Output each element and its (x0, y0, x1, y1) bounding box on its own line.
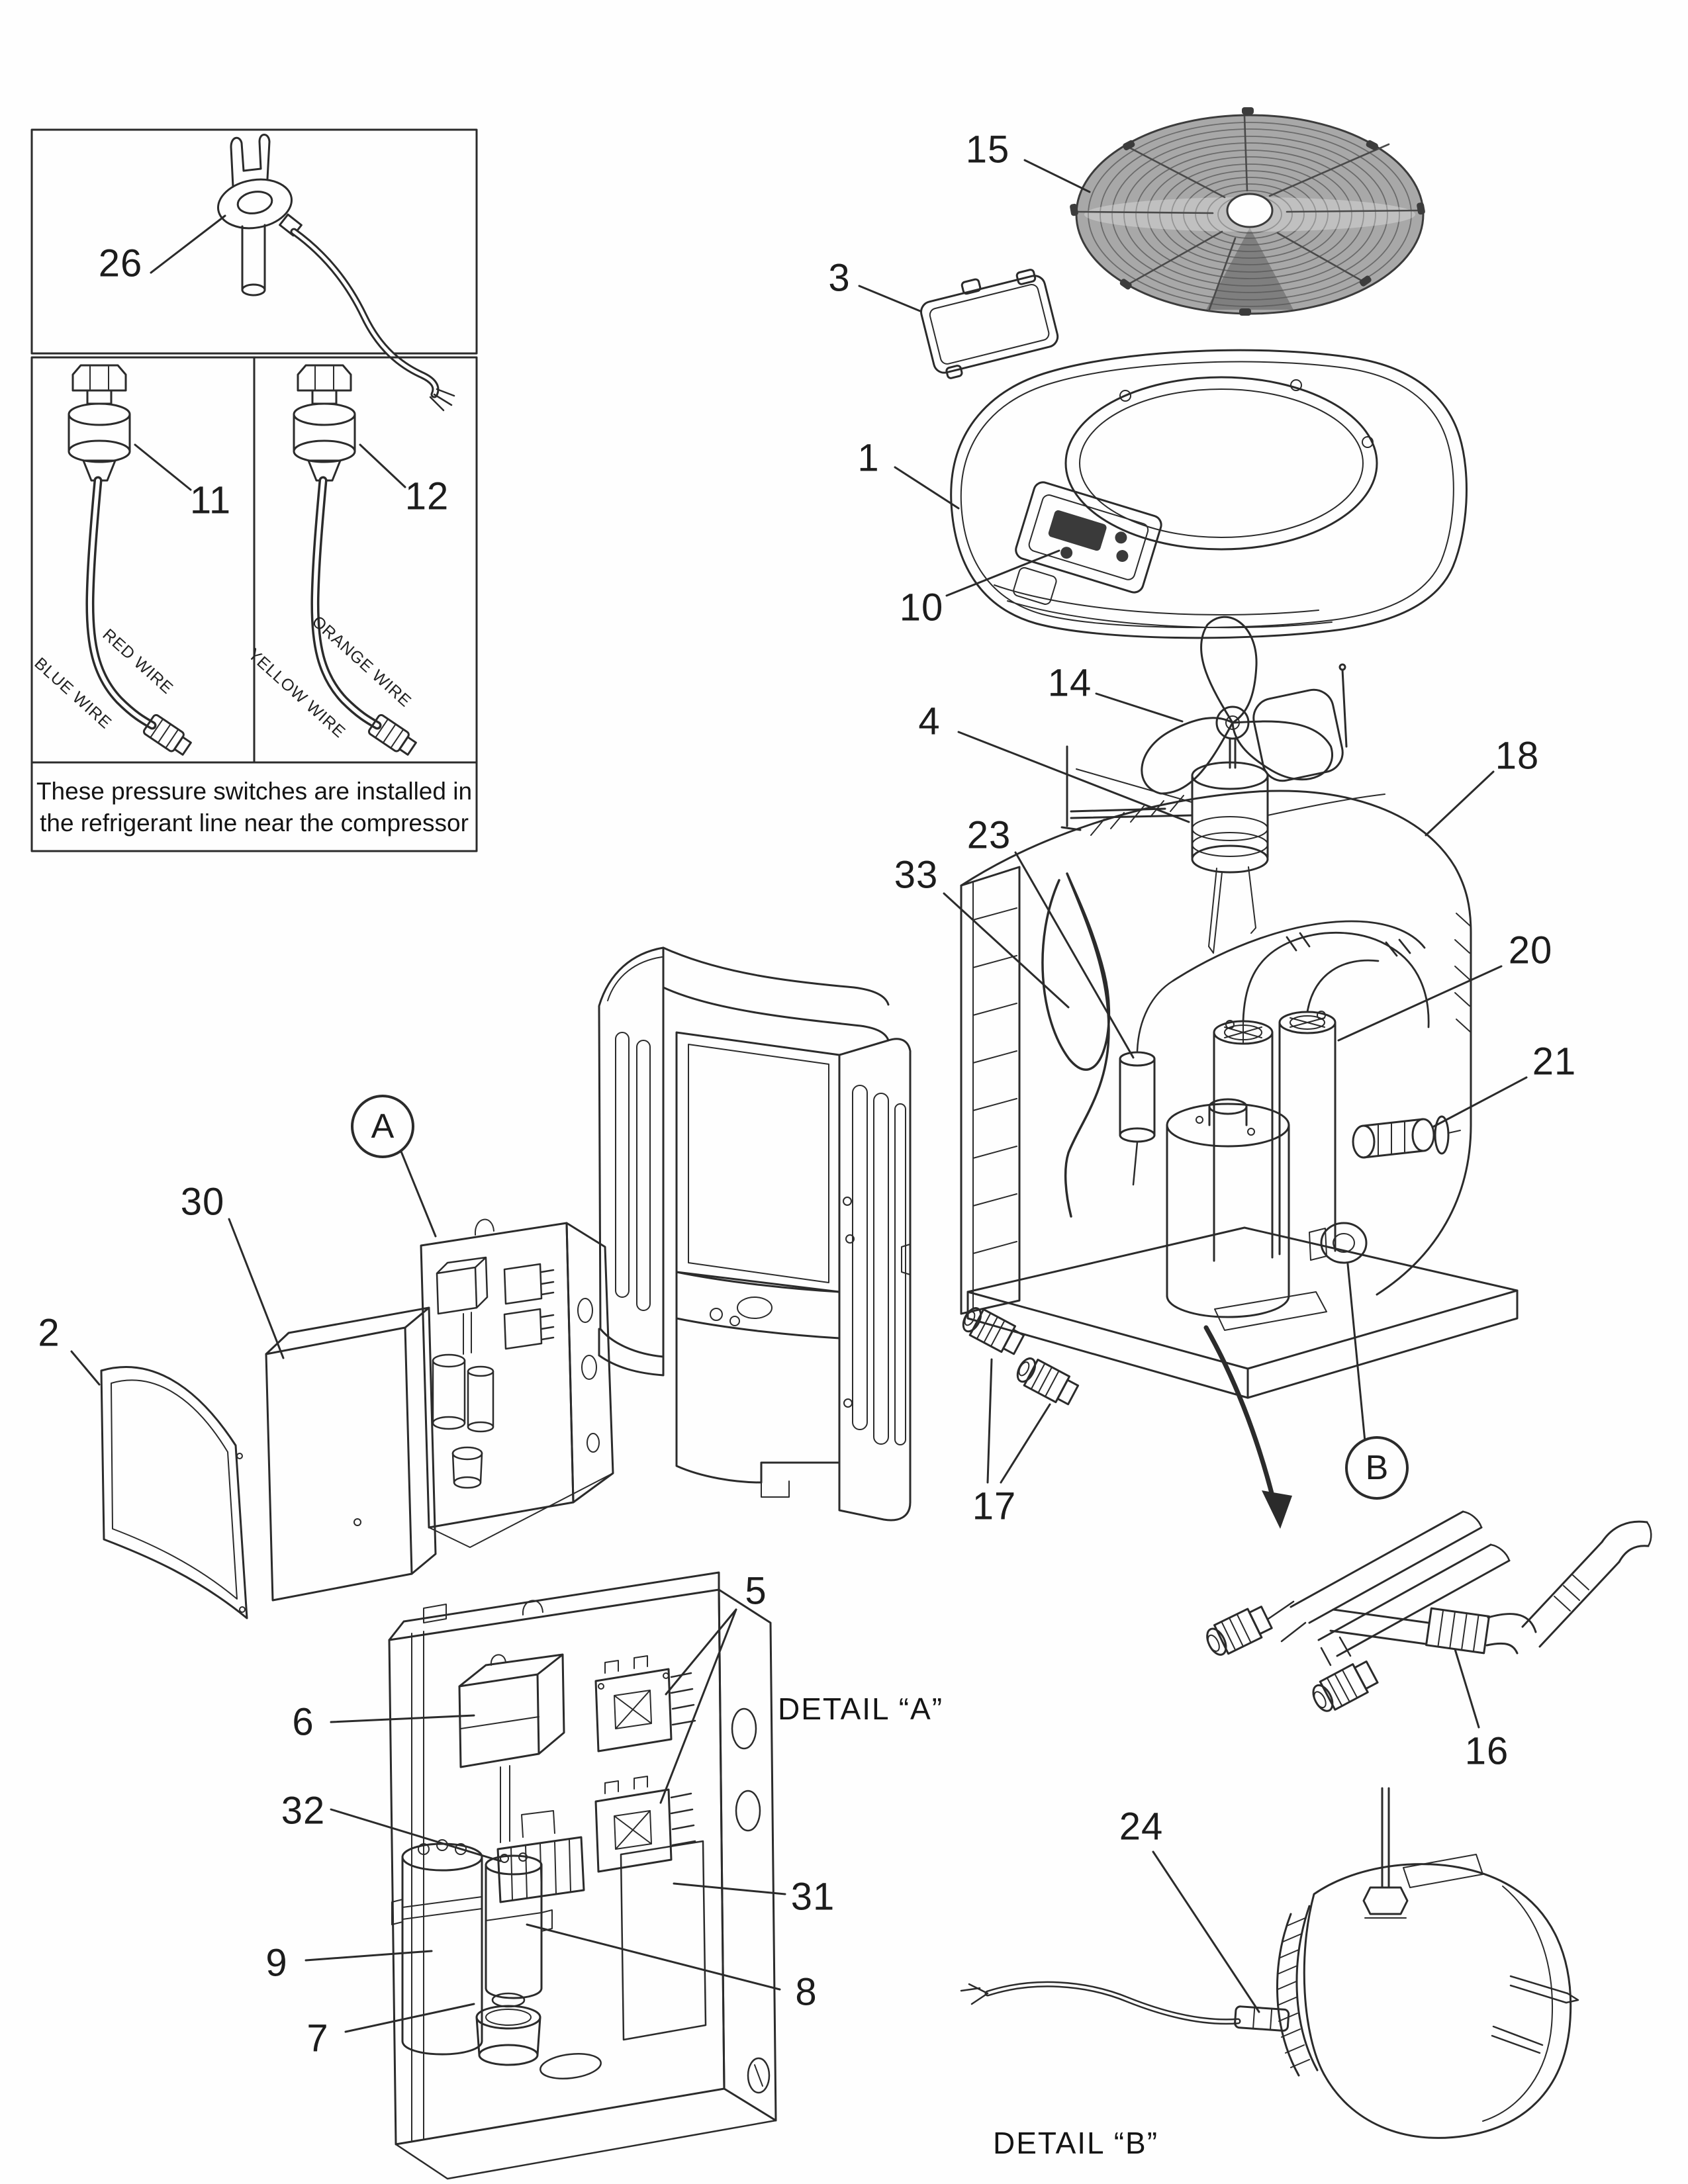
callout-21: 21 (1532, 1040, 1577, 1083)
leader-12 (360, 445, 405, 487)
leader-31 (674, 1884, 785, 1894)
leader-17a (988, 1359, 992, 1482)
leader-3 (859, 286, 920, 311)
leader-23 (1015, 852, 1133, 1058)
leader-18 (1426, 772, 1493, 835)
callout-23: 23 (966, 813, 1011, 857)
union-nut-b (1309, 1658, 1380, 1715)
valve-art (1353, 1116, 1460, 1158)
detail-b-marker: B (1345, 1436, 1409, 1500)
pressure-switch-note-line2: the refrigerant line near the compressor (40, 809, 469, 837)
leader-14 (1096, 694, 1182, 721)
coupling (1427, 1608, 1489, 1653)
callout-14: 14 (1047, 661, 1092, 705)
callout-32: 32 (281, 1789, 326, 1833)
blue-wire-label: BLUE WIRE (30, 654, 116, 733)
leader-16 (1455, 1649, 1479, 1727)
callout-24: 24 (1119, 1805, 1164, 1848)
callout-17: 17 (972, 1484, 1017, 1528)
pressure-switch-note-line1: These pressure switches are installed in (36, 778, 473, 805)
callout-6: 6 (292, 1700, 314, 1744)
leader-5b (661, 1610, 736, 1803)
leader-24 (1153, 1852, 1259, 2012)
top-cover-art (895, 350, 1466, 638)
callout-1: 1 (857, 436, 880, 480)
front-panel-art (599, 948, 910, 1520)
cut-hatching (1091, 796, 1471, 1032)
gasket-art (101, 1367, 247, 1618)
leader-17b (1001, 1404, 1050, 1482)
callout-16: 16 (1464, 1729, 1509, 1773)
leader-7 (346, 2004, 474, 2032)
detail-a-marker: A (351, 1095, 414, 1158)
fan-blade-art (1129, 617, 1346, 803)
leader-32 (331, 1809, 500, 1861)
base-pan-art (968, 1228, 1517, 1398)
union-fittings-art (959, 1304, 1080, 1408)
leader-1 (895, 467, 959, 508)
thermistor-wires-art (1043, 874, 1109, 1216)
callout-5: 5 (745, 1569, 767, 1613)
leader-11 (135, 445, 191, 490)
compressor-art (1167, 1099, 1289, 1317)
filter-dryer-art (1120, 981, 1173, 1185)
pump-art (1309, 1223, 1366, 1263)
callout-30: 30 (180, 1180, 225, 1224)
leader-5a (666, 1610, 736, 1694)
leader-15 (1025, 160, 1090, 192)
yellow-wire-label: YELLOW WIRE (244, 645, 350, 742)
fan-grille-art (1025, 107, 1425, 316)
detail-b-motor-art (961, 1788, 1578, 2138)
detail-a-title: DETAIL “A” (777, 1692, 944, 1726)
callout-20: 20 (1508, 929, 1553, 972)
leader-A (401, 1152, 436, 1236)
callout-3: 3 (828, 256, 851, 300)
callout-33: 33 (894, 853, 939, 897)
union-nut-a (1203, 1603, 1274, 1659)
callout-11: 11 (189, 478, 232, 522)
callout-26: 26 (98, 242, 143, 285)
callout-10: 10 (899, 586, 944, 629)
callout-7: 7 (306, 2017, 329, 2060)
leader-26 (151, 216, 225, 273)
water-piping-art (1203, 1512, 1652, 1716)
contactor-art (596, 1656, 695, 1872)
leader-30 (229, 1219, 283, 1358)
detail-b-title: DETAIL “B” (992, 2126, 1159, 2160)
callout-31: 31 (790, 1875, 835, 1919)
red-wire-label: RED WIRE (99, 625, 177, 698)
cover-panel-art (266, 1308, 436, 1600)
control-box-art (421, 1220, 613, 1547)
callout-9: 9 (265, 1941, 288, 1985)
callout-15: 15 (965, 128, 1010, 171)
leader-9 (306, 1951, 432, 1960)
callout-12: 12 (404, 475, 449, 518)
detail-arrow (1206, 1328, 1278, 1517)
leader-21 (1434, 1077, 1526, 1126)
leader-2 (71, 1351, 99, 1385)
access-panel-art (916, 263, 1061, 381)
leader-8 (527, 1925, 780, 1989)
callout-18: 18 (1495, 734, 1540, 778)
accumulator-art (1214, 1011, 1335, 1261)
leader-4 (959, 732, 1189, 822)
leader-6 (331, 1715, 474, 1722)
electrical-box-art (389, 1572, 776, 2179)
orange-wire-label: ORANGE WIRE (308, 612, 415, 711)
fan-motor-art (1062, 739, 1385, 953)
callout-8: 8 (795, 1970, 818, 2014)
callout-4: 4 (918, 700, 941, 743)
leader-B (1348, 1264, 1365, 1441)
callout-2: 2 (38, 1311, 60, 1355)
